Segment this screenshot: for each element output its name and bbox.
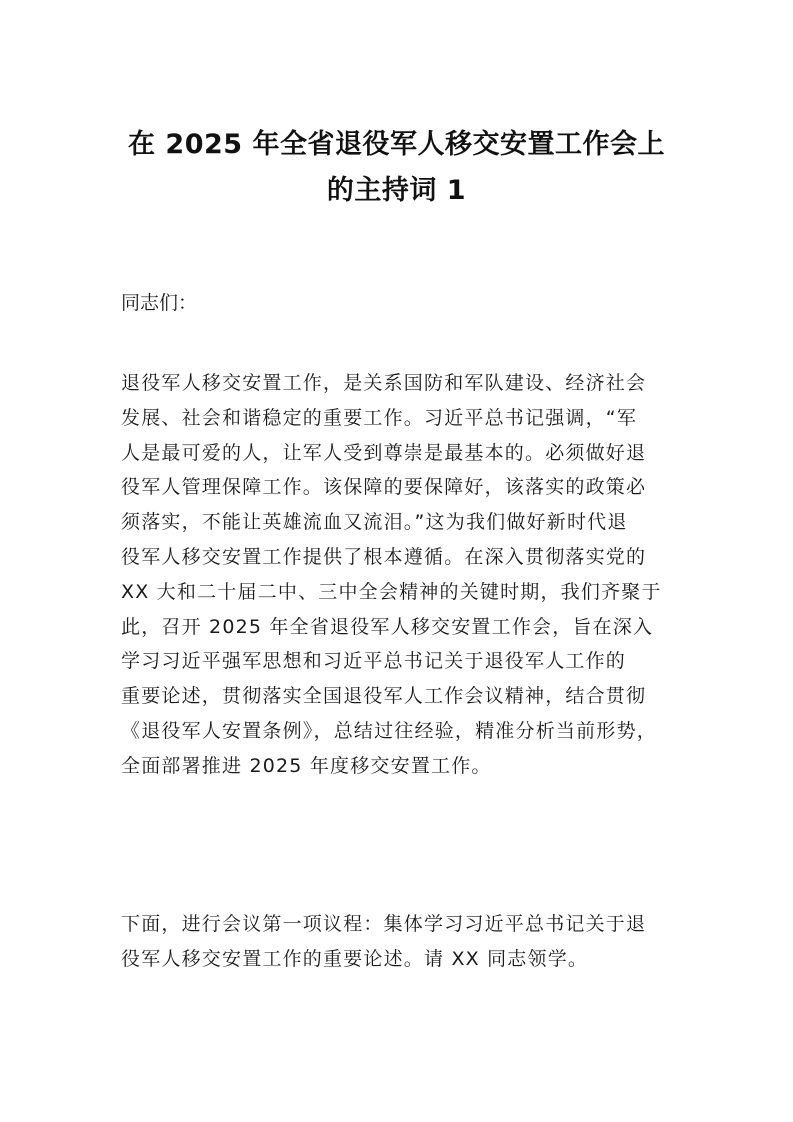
title-line-1: 在 2025 年全省退役军人移交安置工作会上 bbox=[128, 129, 665, 160]
paragraph-opening bbox=[121, 366, 674, 784]
paragraph-line: 此，召开 2025 年全省退役军人移交安置工作会，旨在深入 bbox=[121, 615, 654, 638]
paragraph-line: 《退役军人安置条例》，总结过往经验，精准分析当前形势， bbox=[121, 719, 657, 742]
paragraph-line: 役军人移交安置工作提供了根本遵循。在深入贯彻落实党的 bbox=[121, 545, 647, 568]
paragraph-line: 重要论述，贯彻落实全国退役军人工作会议精神，结合贯彻 bbox=[121, 685, 647, 708]
paragraph-agenda bbox=[121, 907, 674, 977]
document-title bbox=[100, 122, 693, 214]
paragraph-line: 役军人管理保障工作。该保障的要保障好，该落实的政策必 bbox=[121, 476, 647, 499]
paragraph-line: 人是最可爱的人，让军人受到尊崇是最基本的。必须做好退 bbox=[121, 441, 647, 464]
paragraph-line: 学习习近平强军思想和习近平总书记关于退役军人工作的 bbox=[121, 650, 627, 673]
paragraph-line: 发展、社会和谐稳定的重要工作。习近平总书记强调，“军 bbox=[121, 406, 638, 429]
paragraph-line: XX 大和二十届二中、三中全会精神的关键时期，我们齐聚于 bbox=[121, 580, 662, 603]
title-line-2: 的主持词 1 bbox=[326, 175, 467, 206]
paragraph-line: 下面，进行会议第一项议程：集体学习习近平总书记关于退 bbox=[121, 913, 647, 935]
paragraph-line: 退役军人移交安置工作，是关系国防和军队建设、经济社会 bbox=[121, 372, 647, 394]
salutation: 同志们： bbox=[121, 292, 198, 314]
paragraph-line: 全面部署推进 2025 年度移交安置工作。 bbox=[121, 754, 492, 777]
paragraph-line: 役军人移交安置工作的重要论述。请 XX 同志领学。 bbox=[121, 947, 589, 970]
paragraph-line: 须落实，不能让英雄流血又流泪。”这为我们做好新时代退 bbox=[121, 511, 628, 534]
